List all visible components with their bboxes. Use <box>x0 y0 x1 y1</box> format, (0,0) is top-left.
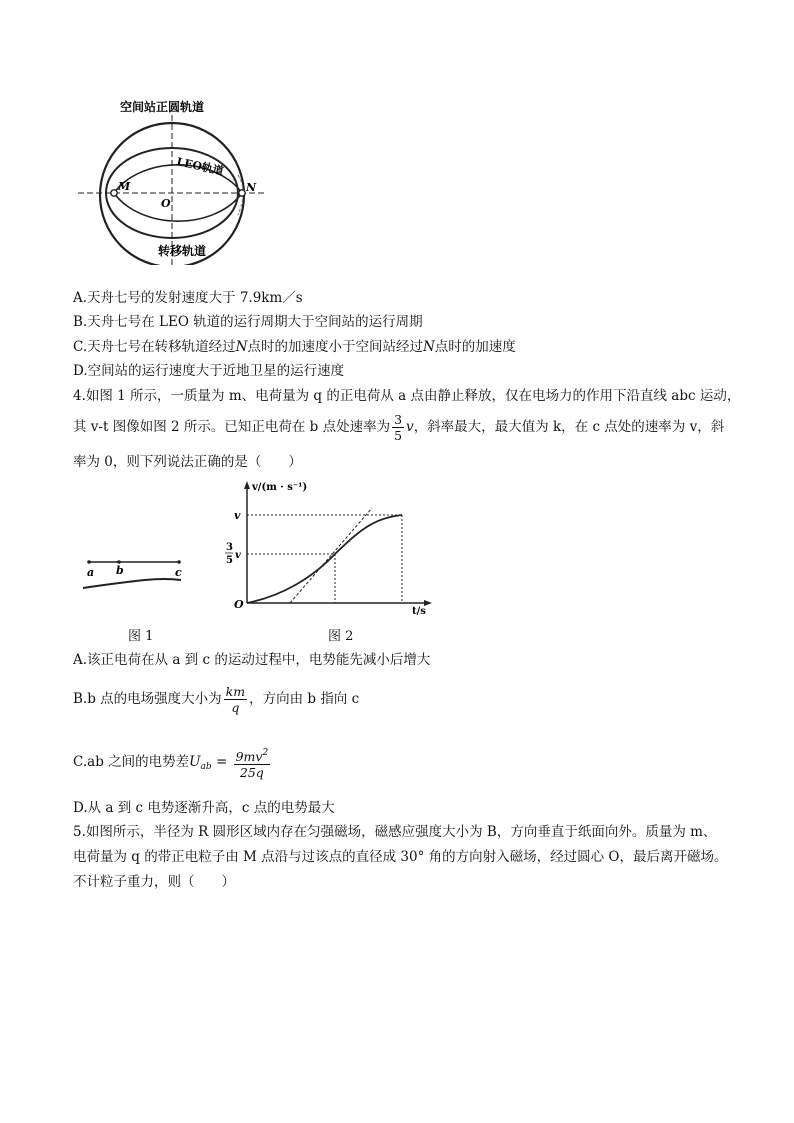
orbit-figure <box>70 95 270 265</box>
q3-option-a: A.天舟七号的发射速度大于 7.9km／s <box>73 290 303 306</box>
v-t-curve <box>247 515 402 603</box>
q3-option-b: B.天舟七号在 LEO 轨道的运行周期大于空间站的运行周期 <box>73 314 423 330</box>
q4-fraction <box>392 412 404 443</box>
q3-option-c <box>73 337 516 357</box>
y-axis-label: v/(m · s⁻¹) <box>252 482 308 493</box>
figure-2 <box>222 478 437 618</box>
q4-option-b-den: q <box>231 700 240 715</box>
tick-3-5v-num: 3 <box>226 542 233 553</box>
q4-stem-line2-pre: 其 v-t 图像如图 2 所示。已知正电荷在 b 点处速率为 <box>73 419 391 435</box>
label-O: O <box>161 197 171 210</box>
label-space-station-orbit: 空间站正圆轨道 <box>120 100 205 114</box>
point-a <box>87 560 91 564</box>
q3-option-c-n2: N <box>422 339 435 355</box>
q4-option-c-fraction <box>234 746 271 780</box>
tick-v: v <box>234 509 241 522</box>
q4-option-b-fraction <box>224 684 247 715</box>
tick-3-5v-v: v <box>235 550 241 561</box>
point-M <box>111 190 117 196</box>
x-axis-label: t/s <box>412 606 426 617</box>
q4-option-c-pre: C.ab 之间的电势差 <box>73 754 190 770</box>
label-c: c <box>175 566 182 579</box>
q4-option-c-U: U <box>189 754 201 770</box>
q5-stem-line2: 电荷量为 q 的带正电粒子由 M 点沿与过该点的直径成 30° 角的方向射入磁场，经过圆心 O，最后离开磁场。 <box>73 849 728 865</box>
q4-option-b-pre: B.b 点的电场强度大小为 <box>73 691 222 707</box>
label-a: a <box>87 566 95 579</box>
point-N <box>239 190 245 196</box>
y-axis-arrow <box>244 481 250 489</box>
q3-option-c-n1: N <box>235 339 248 355</box>
q4-option-a: A.该正电荷在从 a 到 c 的运动过程中，电势能先减小后增大 <box>73 652 431 668</box>
q4-stem-line3: 率为 0，则下列说法正确的是（ ） <box>73 454 302 470</box>
q5-stem-line3: 不计粒子重力，则（ ） <box>73 874 235 890</box>
q4-option-b <box>73 682 359 716</box>
q4-option-c-sup: 2 <box>262 747 269 758</box>
figure-1 <box>75 550 190 600</box>
label-N: N <box>246 181 257 194</box>
q4-option-d: D.从 a 到 c 电势逐渐升高，c 点的电势最大 <box>73 800 335 816</box>
q4-option-c-num: 9mv <box>235 748 263 764</box>
q4-fraction-v: v <box>406 419 414 435</box>
tick-3-5v-den: 5 <box>226 555 233 566</box>
figure-2-caption: 图 2 <box>328 629 354 644</box>
q4-option-b-post: ，方向由 b 指向 c <box>249 691 360 707</box>
q5-stem-line1: 5.如图所示，半径为 R 圆形区域内存在匀强磁场，磁感应强度大小为 B，方向垂直于纸面向外。质量为 m、 <box>73 824 717 840</box>
q4-option-b-num: km <box>225 684 246 699</box>
q3-option-c-post: 点时的加速度 <box>434 339 516 355</box>
label-b: b <box>116 564 124 577</box>
q4-stem-line2-post: ，斜率最大，最大值为 k，在 c 点处的速率为 v，斜 <box>413 419 725 435</box>
point-c <box>177 560 181 564</box>
q4-option-c <box>73 742 272 787</box>
label-M: M <box>118 180 131 193</box>
label-leo-orbit: LEO轨道 <box>175 155 225 178</box>
q3-option-c-mid: 点时的加速度小于空间站经过 <box>247 339 423 355</box>
origin-label: O <box>234 598 244 611</box>
q4-option-c-den: 25q <box>239 764 264 780</box>
q4-stem-line2 <box>73 412 724 443</box>
q4-stem-line1: 4.如图 1 所示，一质量为 m、电荷量为 q 的正电荷从 a 点由静止释放，仅在电场力的作用下沿直线 abc 运动， <box>73 388 741 404</box>
figure-1-caption: 图 1 <box>128 629 154 644</box>
q3-option-d: D.空间站的运行速度大于近地卫星的运行速度 <box>73 363 345 379</box>
q4-fraction-den: 5 <box>394 428 403 443</box>
q4-option-c-eq: = <box>215 754 228 770</box>
q4-option-c-num-wrap <box>234 746 271 765</box>
label-transfer-orbit: 转移轨道 <box>158 244 207 258</box>
curve-under-line <box>83 579 181 588</box>
q3-option-c-pre: C.天舟七号在转移轨道经过 <box>73 339 236 355</box>
q4-fraction-num: 3 <box>394 412 403 427</box>
tangent-at-b <box>290 508 372 603</box>
q4-option-c-sub: ab <box>200 762 212 772</box>
